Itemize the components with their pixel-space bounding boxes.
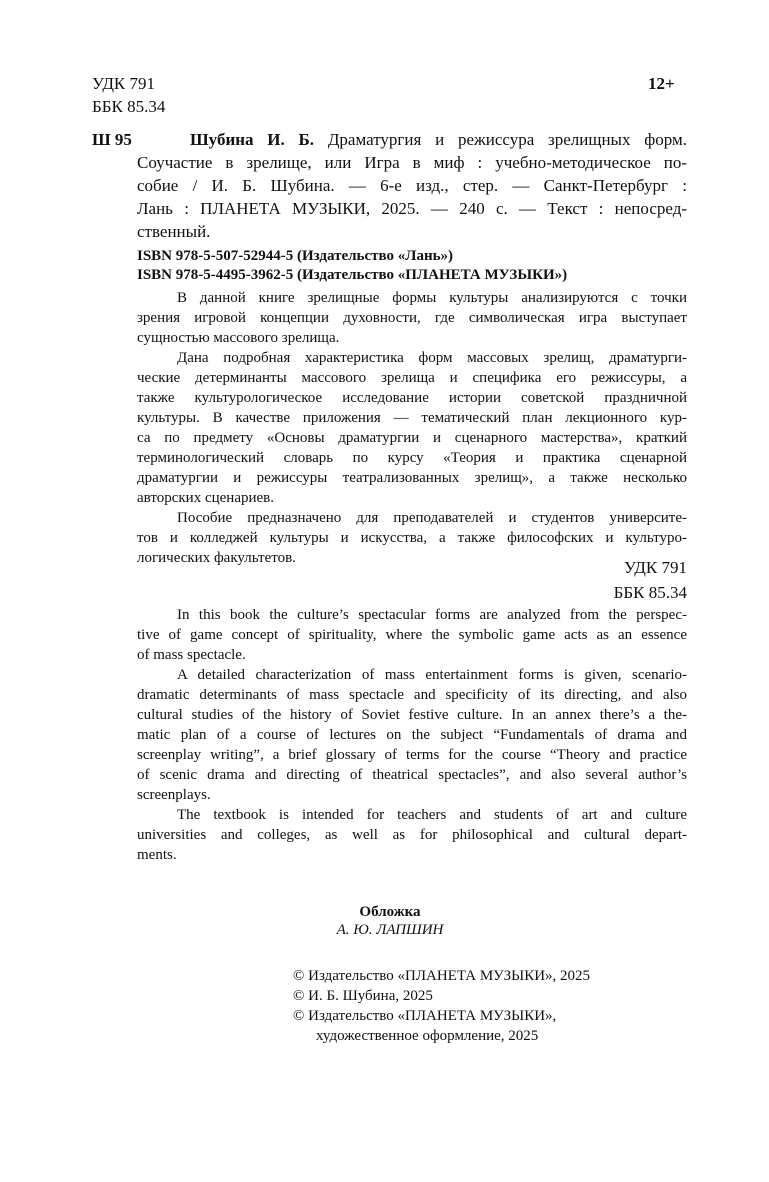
classification-udk: УДК 791 (623, 558, 687, 577)
copyright-line-3: © Издательство «ПЛАНЕТА МУЗЫКИ», (293, 1008, 557, 1024)
abstract-en-line: cultural studies of the history of Soviet festive culture. In an annex there’s a the- (137, 707, 687, 723)
abstract-en-line: of mass spectacle. (137, 647, 246, 663)
abstract-en-line: The textbook is intended for teachers and students of art and culture (177, 807, 687, 823)
abstract-en-line: universities and colleges, as well as for philosophical and cultural depart- (137, 827, 687, 843)
abstract-ru-line: культуры. В качестве приложения — тематический план лекционного кур- (137, 410, 687, 426)
abstract-ru-line: авторских сценариев. (137, 490, 274, 506)
header-bbk: ББК 85.34 (92, 97, 166, 116)
abstract-en-line: screenplays. (137, 787, 211, 803)
abstract-en-line: dramatic determinants of mass spectacle and specificity of its directing, and also (137, 687, 687, 703)
abstract-ru-line: ческие детерминанты массового зрелища и специфика его режиссуры, а (137, 370, 687, 386)
classification-bbk: ББК 85.34 (613, 583, 687, 602)
abstract-en-paragraph-3 (137, 805, 687, 865)
isbn-planeta: ISBN 978-5-4495-3962-5 (Издательство «ПЛАНЕТА МУЗЫКИ») (137, 267, 568, 283)
cover-label: Обложка (359, 904, 421, 920)
abstract-en-line: A detailed characterization of mass entertainment forms is given, scenario- (177, 667, 687, 683)
abstract-ru-line: зрения игровой концепции духовности, где символическая игра выступает (137, 310, 687, 326)
abstract-en-line: of scenic drama and directing of theatrical spectacles”, and also several author’s (137, 767, 687, 783)
abstract-en-line: matic plan of a course of lectures on the subject “Fundamentals of drama and (137, 727, 687, 743)
abstract-en-line: screenplay writing”, a brief glossary of terms for the course “Theory and practice (137, 747, 687, 763)
abstract-ru-line: также культурологическое исследование истории советской праздничной (137, 390, 687, 406)
abstract-ru-line: Дана подробная характеристика форм массовых зрелищ, драматурги- (177, 350, 687, 366)
age-rating: 12+ (648, 74, 675, 93)
abstract-ru-line: В данной книге зрелищные формы культуры анализируются с точки (177, 290, 687, 306)
abstract-en-line: ments. (137, 847, 177, 863)
abstract-ru-line: са по предмету «Основы драматургии и сценарного мастерства», краткий (137, 430, 687, 446)
abstract-ru-line: драматургии и режиссуры театрализованных зрелищ», а также несколько (137, 470, 687, 486)
citation-line-2: Соучастие в зрелище, или Игра в миф : учебно-методическое по- (137, 153, 687, 172)
abstract-ru-line: Пособие предназначено для преподавателей и студентов университе- (177, 510, 687, 526)
abstract-ru-line: тов и колледжей культуры и искусства, а также философских и культуро- (137, 530, 687, 546)
copyright-line-2: © И. Б. Шубина, 2025 (293, 988, 433, 1004)
citation-line-3: собие / И. Б. Шубина. — 6-е изд., стер. — Санкт-Петербург : (137, 176, 687, 195)
abstract-ru-paragraph-3 (137, 508, 687, 568)
copyright-line-4: художественное оформление, 2025 (316, 1028, 539, 1044)
abstract-ru-paragraph-2 (137, 348, 687, 508)
citation-line-5: ственный. (137, 222, 211, 241)
abstract-ru-line: логических факультетов. (137, 550, 296, 566)
abstract-en-paragraph-2 (137, 665, 687, 805)
abstract-ru-line: терминологический словарь по курсу «Теория и практика сценарной (137, 450, 687, 466)
abstract-en-line: tive of game concept of spirituality, where the symbolic game acts as an essence (137, 627, 687, 643)
cover-artist: А. Ю. ЛАПШИН (336, 922, 444, 938)
abstract-ru-paragraph-1 (137, 288, 687, 348)
citation-line-4: Лань : ПЛАНЕТА МУЗЫКИ, 2025. — 240 с. — Текст : непосред- (137, 199, 687, 218)
citation-title-start: Драматургия и режиссура зрелищных форм. (327, 130, 688, 149)
abstract-en-paragraph-1 (137, 605, 687, 665)
header-udk: УДК 791 (92, 74, 156, 93)
citation-line-1 (190, 128, 687, 151)
copyright-line-1: © Издательство «ПЛАНЕТА МУЗЫКИ», 2025 (293, 968, 591, 984)
citation-author: Шубина И. Б. (190, 130, 315, 149)
abstract-ru-line: сущностью массового зрелища. (137, 330, 340, 346)
citation-code: Ш 95 (92, 130, 132, 149)
isbn-lan: ISBN 978-5-507-52944-5 (Издательство «Лань») (137, 248, 454, 264)
abstract-en-line: In this book the culture’s spectacular forms are analyzed from the perspec- (177, 607, 687, 623)
